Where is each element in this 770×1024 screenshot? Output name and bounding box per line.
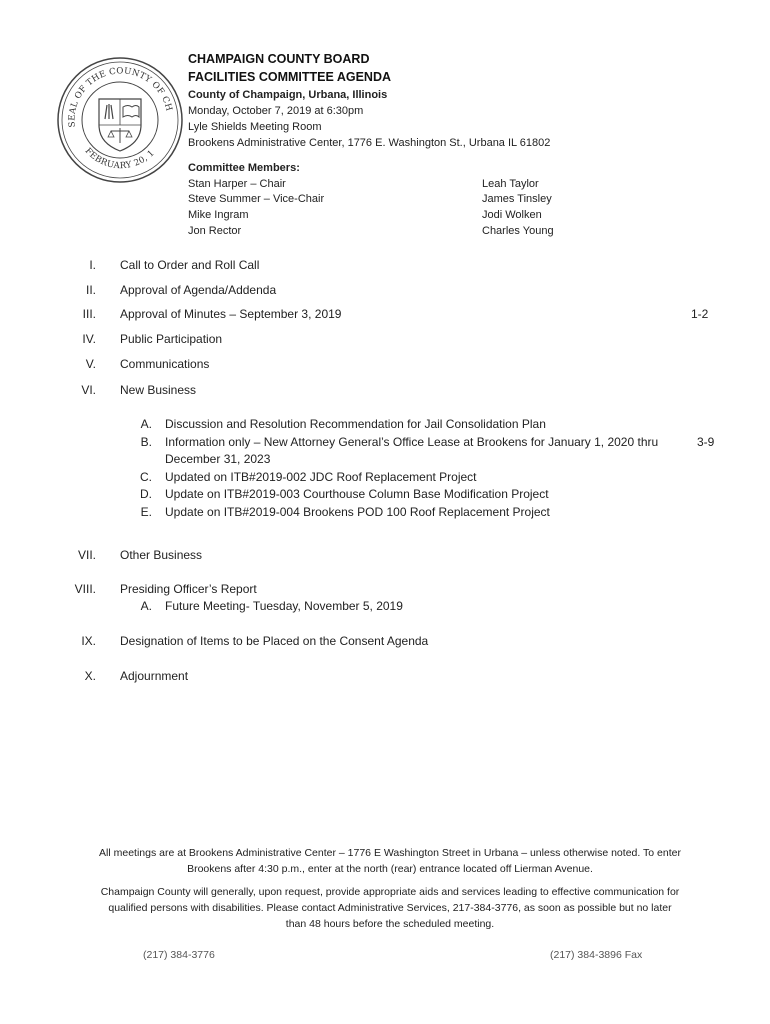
- agenda-number: V.: [85, 357, 96, 371]
- meeting-date: Monday, October 7, 2019 at 6:30pm: [188, 105, 364, 117]
- agenda-item: Communications: [120, 357, 210, 371]
- subitem-text-continued: December 31, 2023: [165, 452, 271, 466]
- agenda-item: Designation of Items to be Placed on the Consent Agenda: [120, 634, 429, 648]
- member-name: Jon Rector: [188, 225, 242, 237]
- subitem-letter: A.: [140, 599, 152, 613]
- agenda-number: I.: [89, 258, 96, 272]
- agenda-title: FACILITIES COMMITTEE AGENDA: [188, 70, 392, 84]
- member-name: James Tinsley: [482, 193, 552, 205]
- agenda-item: New Business: [120, 383, 197, 397]
- agenda-item: Other Business: [120, 548, 203, 562]
- agenda-number: II.: [85, 283, 96, 297]
- footer-line: qualified persons with disabilities. Please contact Administrative Services, 217-384-3776, as soon as possible but no later: [108, 902, 672, 914]
- footer-line: than 48 hours before the scheduled meeting.: [285, 918, 495, 930]
- agenda-item: Approval of Minutes – September 3, 2019: [120, 307, 342, 321]
- subitem-letter: C.: [140, 470, 152, 484]
- agenda-number: X.: [84, 669, 96, 683]
- member-name: Charles Young: [482, 225, 554, 237]
- subitem-letter: B.: [140, 435, 152, 449]
- agenda-item: Public Participation: [120, 332, 223, 346]
- meeting-room: Lyle Shields Meeting Room: [188, 121, 322, 133]
- footer-phone: (217) 384-3776: [143, 949, 215, 961]
- agenda-item: Call to Order and Roll Call: [120, 258, 260, 272]
- footer-fax: (217) 384-3896 Fax: [550, 949, 643, 961]
- subitem-text: Discussion and Resolution Recommendation for Jail Consolidation Plan: [165, 417, 546, 431]
- committee-label: Committee Members:: [188, 162, 300, 174]
- member-name: Mike Ingram: [188, 209, 249, 221]
- footer-line: Brookens after 4:30 p.m., enter at the north (rear) entrance located off Lierman Avenue.: [187, 863, 593, 875]
- subitem-letter: D.: [140, 487, 152, 501]
- svg-text:SEAL OF THE COUNTY OF CHAMPAIG: [55, 55, 174, 128]
- page-reference: 3-9: [697, 435, 715, 449]
- member-name: Steve Summer – Vice-Chair: [188, 193, 325, 205]
- county-line: County of Champaign, Urbana, Illinois: [188, 89, 388, 101]
- member-name: Leah Taylor: [482, 178, 539, 190]
- agenda-item: Adjournment: [120, 669, 189, 683]
- member-name: Stan Harper – Chair: [188, 178, 286, 190]
- seal-top-text: SEAL OF THE COUNTY OF CH: [67, 66, 174, 128]
- subitem-letter: E.: [140, 505, 152, 519]
- agenda-number: VI.: [81, 383, 96, 397]
- member-name: Jodi Wolken: [482, 209, 542, 221]
- seal-bottom-text: FEBRUARY 20, 1: [82, 146, 157, 172]
- agenda-item: Presiding Officer’s Report: [120, 582, 257, 596]
- board-title: CHAMPAIGN COUNTY BOARD: [188, 52, 370, 66]
- subitem-letter: A.: [140, 417, 152, 431]
- agenda-number: VII.: [77, 548, 96, 562]
- footer-line: All meetings are at Brookens Administrative Center – 1776 E Washington Street in Urbana – unless otherwise noted. To enter: [99, 847, 681, 859]
- footer-meeting-location: [60, 845, 720, 877]
- subitem-text: Future Meeting- Tuesday, November 5, 2019: [165, 599, 403, 613]
- footer-line: Champaign County will generally, upon request, provide appropriate aids and services leading to effective communication for: [100, 886, 680, 898]
- agenda-number: VIII.: [74, 582, 96, 596]
- agenda-number: III.: [82, 307, 96, 321]
- meeting-address: Brookens Administrative Center, 1776 E. Washington St., Urbana IL 61802: [188, 137, 551, 149]
- county-seal: [55, 55, 185, 185]
- subitem-text: Updated on ITB#2019-002 JDC Roof Replacement Project: [165, 470, 477, 484]
- subitem-text: Update on ITB#2019-004 Brookens POD 100 Roof Replacement Project: [165, 505, 550, 519]
- subitem-text: Update on ITB#2019-003 Courthouse Column Base Modification Project: [165, 487, 549, 501]
- footer-accessibility: [60, 884, 720, 932]
- agenda-item: Approval of Agenda/Addenda: [120, 283, 277, 297]
- agenda-number: IX.: [81, 634, 96, 648]
- page-reference: 1-2: [691, 307, 709, 321]
- subitem-text: Information only – New Attorney General’s Office Lease at Brookens for January 1, 2020 thru: [165, 435, 659, 449]
- agenda-number: IV.: [82, 332, 96, 346]
